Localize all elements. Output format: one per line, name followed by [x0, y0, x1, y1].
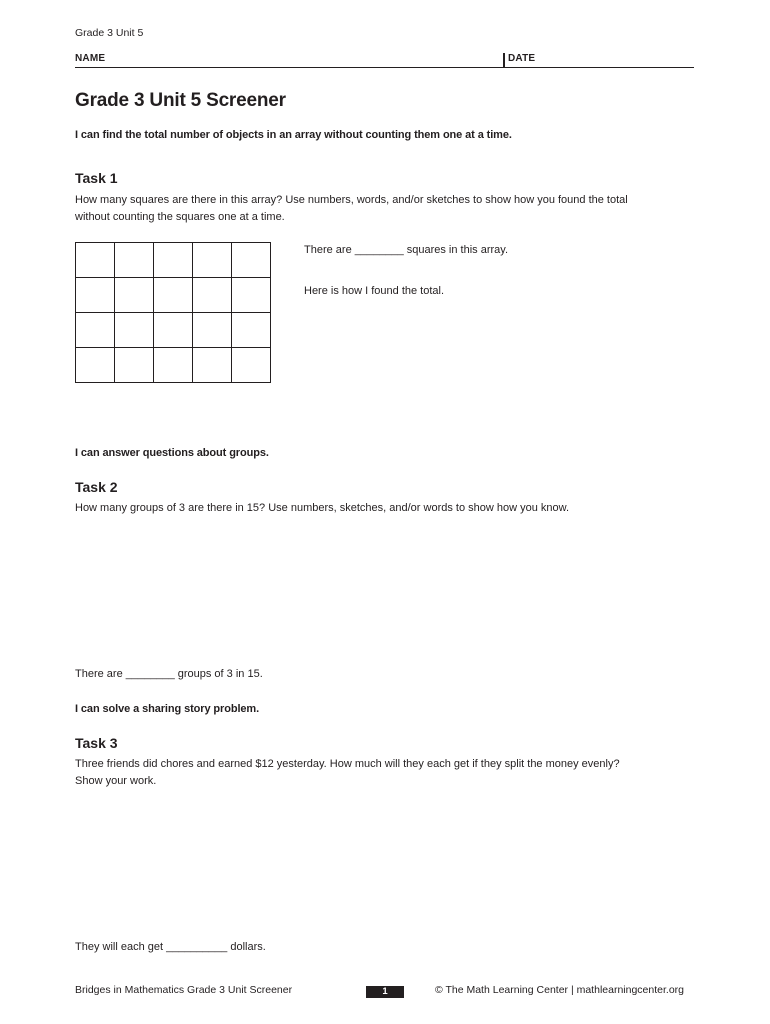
array-square — [232, 243, 271, 278]
array-square — [115, 243, 154, 278]
footer-copyright: © The Math Learning Center | mathlearningcenter.org — [435, 984, 684, 996]
array-square — [193, 313, 232, 348]
task-1-explain-line: Here is how I found the total. — [304, 285, 445, 297]
goal-statement-3: I can solve a sharing story problem. — [75, 703, 260, 715]
array-square — [154, 348, 193, 383]
array-square — [193, 348, 232, 383]
running-head: Grade 3 Unit 5 — [75, 27, 144, 39]
array-square — [76, 348, 115, 383]
array-square — [193, 243, 232, 278]
array-square — [76, 313, 115, 348]
array-square — [76, 278, 115, 313]
page-number: 1 — [366, 986, 404, 998]
task-2-answer-line: There are ________ groups of 3 in 15. — [75, 668, 263, 680]
array-square — [193, 278, 232, 313]
array-square — [115, 313, 154, 348]
array-square — [232, 278, 271, 313]
footer-title: Bridges in Mathematics Grade 3 Unit Screener — [75, 984, 293, 996]
task-3-prompt — [75, 756, 675, 790]
task-3-answer-line: They will each get __________ dollars. — [75, 941, 266, 953]
square-array — [75, 242, 271, 383]
array-square — [76, 243, 115, 278]
name-date-line — [75, 53, 694, 68]
goal-statement-2: I can answer questions about groups. — [75, 447, 269, 459]
task-1-heading: Task 1 — [75, 170, 118, 186]
task-1-prompt-line-2: without counting the squares one at a time. — [75, 211, 285, 223]
task-1-prompt — [75, 192, 675, 226]
array-square — [154, 313, 193, 348]
array-square — [232, 313, 271, 348]
date-separator — [503, 53, 505, 67]
task-3-heading: Task 3 — [75, 735, 118, 751]
task-3-prompt-line-2: Show your work. — [75, 775, 157, 787]
task-1-answer-line: There are ________ squares in this array. — [304, 244, 509, 256]
goal-statement-1: I can find the total number of objects in an array without counting them one at a time. — [75, 129, 512, 141]
array-square — [232, 348, 271, 383]
date-label: DATE — [508, 53, 536, 64]
array-square — [115, 278, 154, 313]
page-title: Grade 3 Unit 5 Screener — [75, 90, 286, 111]
array-square — [154, 278, 193, 313]
array-square — [154, 243, 193, 278]
name-label: NAME — [75, 53, 106, 64]
task-1-prompt-line-1: How many squares are there in this array? Use numbers, words, and/or sketches to show how you found the total — [75, 194, 628, 206]
task-2-heading: Task 2 — [75, 479, 118, 495]
task-2-prompt: How many groups of 3 are there in 15? Use numbers, sketches, and/or words to show how you know. — [75, 502, 570, 514]
task-3-prompt-line-1: Three friends did chores and earned $12 yesterday. How much will they each get if they split the money evenly? — [75, 758, 620, 770]
array-square — [115, 348, 154, 383]
